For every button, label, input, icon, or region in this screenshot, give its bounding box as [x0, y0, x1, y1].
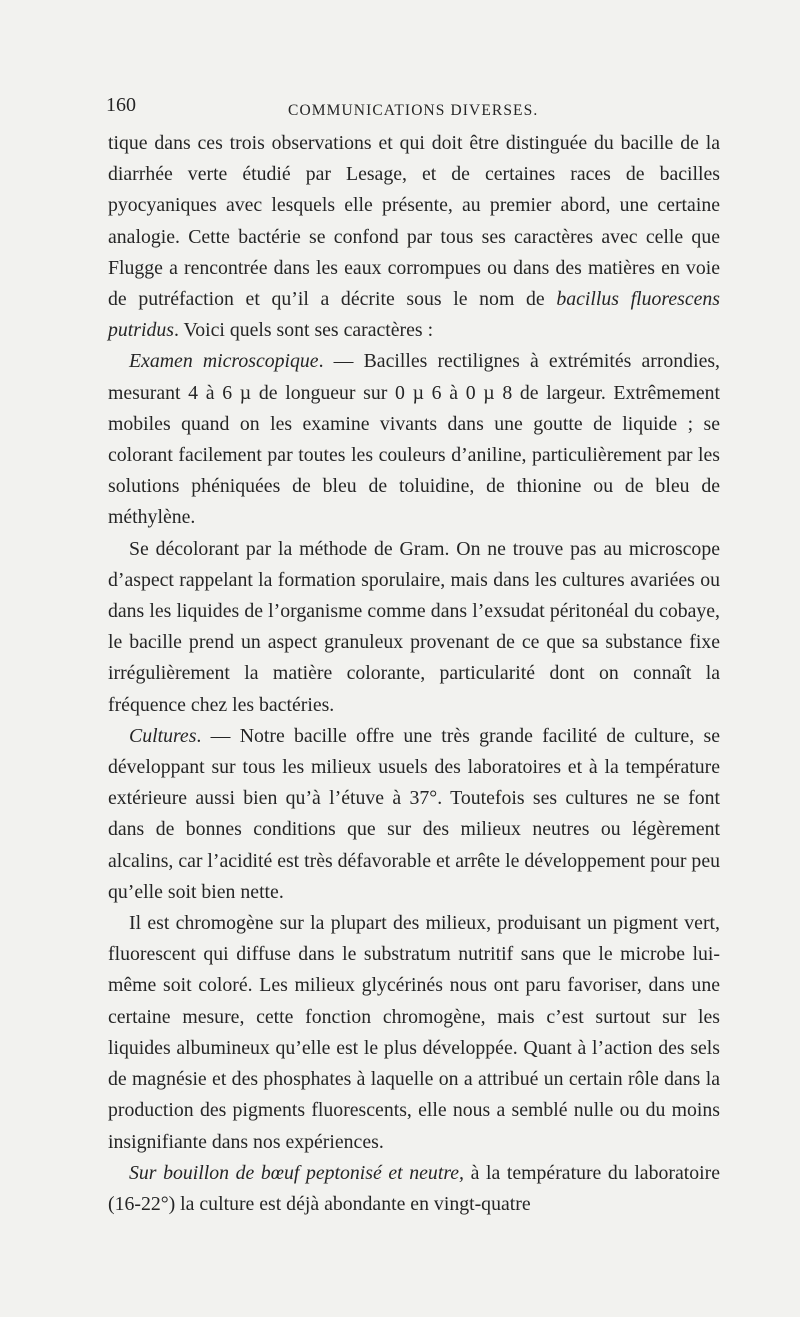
paragraph-continuation [108, 128, 720, 346]
paragraph-text: à la température du laboratoire (16-22°) la culture est déjà abondante en vingt-quatre [108, 1161, 720, 1215]
paragraph-text: Il est chromogène sur la plupart des milieux, produisant un pigment vert, fluorescent qui diffuse dans le substratum nutritif sans que le microbe lui-même soit coloré. Les milieux glycérinés nous ont paru favoriser, dans une certaine mesure, cette fonction chromogène, mais c’est surtout sur les liquides albumineux qu’elle est le plus développée. Quant à l’action des sels de magnésie et des phosphates à laquelle on a attribué un certain rôle dans la production des pigments fluorescents, elle nous a semblé nulle ou du moins insignifiante dans nos expériences. [108, 912, 720, 1153]
paragraph-microscopic-exam [108, 346, 720, 533]
paragraph-chromogenic [108, 908, 720, 1158]
italic-species-name: bacillus fluorescens putridus [108, 288, 720, 342]
paragraph-cultures [108, 721, 720, 908]
paragraph-text-after: . Voici quels sont ses caractères : [173, 319, 434, 342]
paragraph-bouillon [108, 1158, 720, 1220]
section-heading-microscopic-exam: Examen microscopique [129, 350, 319, 373]
page-number: 160 [106, 94, 136, 116]
section-heading-cultures: Cultures [129, 724, 197, 747]
paragraph-gram-stain [108, 534, 720, 721]
paragraph-text: tique dans ces trois observations et qui doit être distinguée du bacille de la diarrhée verte étudié par Lesage, et de certaines races de bacilles pyocyaniques avec lesquels elle présente, au premier abord, une certaine analogie. Cette bactérie se confond par tous ses caractères avec celle que Flugge a rencontrée dans les eaux corrompues ou dans des matières en voie de putréfaction et qu’il a décrite sous le nom de [108, 132, 720, 311]
paragraph-text: . — Notre bacille offre une très grande facilité de culture, se développant sur tous les milieux usuels des laboratoires et à la température extérieure aussi bien qu’à l’étuve à 37°. Toutefois ses cultures ne se font dans de bonnes conditions que sur des milieux neutres ou légèrement alcalins, car l’acidité est très défavorable et arrête le développement pour peu qu’elle soit bien nette. [108, 724, 720, 903]
section-heading-bouillon: Sur bouillon de bœuf peptonisé et neutre, [129, 1161, 465, 1184]
paragraph-text: . — Bacilles rectilignes à extrémités arrondies, mesurant 4 à 6 µ de longueur sur 0 µ 6 à 0 µ 8 de largeur. Extrêmement mobiles quand on les examine vivants dans une goutte de liquide ; se colorant facilement par toutes les couleurs d’aniline, particulièrement par les solutions phéniquées de bleu de toluidine, de thionine ou de bleu de méthylène. [108, 350, 720, 529]
body-text [108, 128, 720, 1220]
running-title: COMMUNICATIONS DIVERSES. [288, 102, 539, 119]
paragraph-text: Se décolorant par la méthode de Gram. On ne trouve pas au microscope d’aspect rappelant la formation sporulaire, mais dans les cultures avariées ou dans les liquides de l’organisme comme dans l’exsudat péritonéal du cobaye, le bacille prend un aspect granuleux provenant de ce que sa substance fixe irrégulièrement la matière colorante, particularité dont on connaît la fréquence chez les bactéries. [108, 537, 720, 716]
running-head [108, 94, 720, 128]
